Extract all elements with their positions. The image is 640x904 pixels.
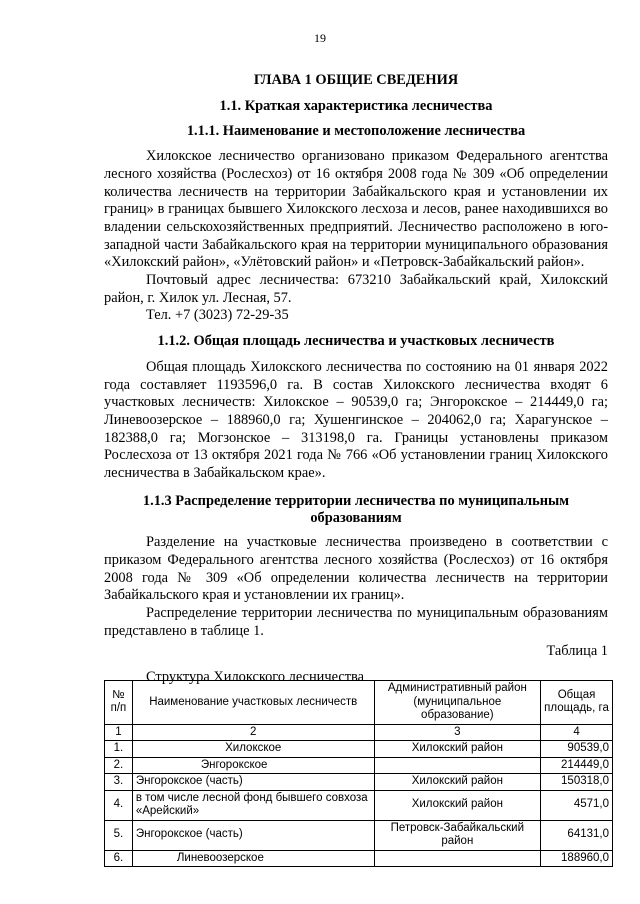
row-name: Хилокское	[132, 741, 374, 758]
table-row	[105, 820, 613, 850]
row-name: в том числе лесной фонд бывшего совхоза «Арейский»	[132, 790, 374, 820]
page-content	[104, 72, 608, 692]
row-area: 150318,0	[541, 774, 613, 791]
row-number: 6.	[105, 850, 133, 867]
table-row	[105, 774, 613, 791]
section-heading-1-1-3: 1.1.3 Распределение территории лесничества по муниципальным образованиям	[142, 492, 570, 527]
row-district	[374, 850, 540, 867]
paragraph-forestry-organization: Хилокское лесничество организовано приказом Федерального агентства лесного хозяйства (Рослесхоз) от 16 октября 2008 года № 309 «Об определении количества лесничеств на территории Забайкальского края и установлении их границ» в границах бывшего Хилокского лесхоза и лесов, ранее находившихся во владении сельскохозяйственных предприятий. Лесничество расположено в юго-западной части Забайкальского края на территории муниципального образования «Хилокский район», «Улётовский район» и «Петровск-Забайкальский район».	[104, 148, 608, 271]
table-row	[105, 741, 613, 758]
table-row	[105, 790, 613, 820]
row-number: 3.	[105, 774, 133, 791]
row-name: Энгорокское (часть)	[132, 774, 374, 791]
row-area: 90539,0	[541, 741, 613, 758]
row-number: 1.	[105, 741, 133, 758]
paragraph-division: Разделение на участковые лесничества произведено в соответствии с приказом Федерального агентства лесного хозяйства (Рослесхоз) от 16 октября 2008 года № 309 «Об определении количества лесничеств на территории Забайкальского края и установлении их границ».	[104, 534, 608, 604]
table-header-row	[105, 681, 613, 725]
col-number-2: 2	[132, 724, 374, 741]
row-district	[374, 757, 540, 774]
row-name: Энгорокское	[132, 757, 374, 774]
row-number: 4.	[105, 790, 133, 820]
row-area: 4571,0	[541, 790, 613, 820]
paragraph-postal-address: Почтовый адрес лесничества: 673210 Забайкальский край, Хилокский район, г. Хилок ул. Лесная, 57.	[104, 272, 608, 306]
row-number: 2.	[105, 757, 133, 774]
table-label: Таблица 1	[546, 643, 608, 660]
chapter-title: ГЛАВА 1 ОБЩИЕ СВЕДЕНИЯ	[253, 72, 459, 88]
row-district: Хилокский район	[374, 774, 540, 791]
col-number-4: 4	[541, 724, 613, 741]
section-heading-1-1-2: 1.1.2. Общая площадь лесничества и участковых лесничеств	[157, 333, 555, 350]
col-number-1: 1	[105, 724, 133, 741]
table-column-number-row	[105, 724, 613, 741]
table-row	[105, 757, 613, 774]
header-name: Наименование участковых лесничеств	[132, 681, 374, 725]
table-title: Структура Хилокского лесничества	[146, 669, 365, 686]
col-number-3: 3	[374, 724, 540, 741]
header-number: № п/п	[105, 681, 133, 725]
header-area: Общая площадь, га	[541, 681, 613, 725]
row-area: 64131,0	[541, 820, 613, 850]
paragraph-total-area: Общая площадь Хилокского лесничества по состоянию на 01 января 2022 года составляет 1193596,0 га. В состав Хилокского лесничества входят 6 участковых лесничеств: Хилокское – 90539,0 га; Энгорокское – 214449,0 га; Линевоозерское – 188960,0 га; Хушенгинское – 204062,0 га; Харагунское – 182388,0 га; Могзонское – 313198,0 га. Границы установлены приказом Рослесхоза от 13 октября 2021 года № 766 «Об установлении границ Хилокского лесничества в Забайкальском крае».	[104, 358, 608, 482]
section-heading-1-1-1: 1.1.1. Наименование и местоположение лесничества	[186, 123, 526, 140]
paragraph-phone: Тел. +7 (3023) 72-29-35	[146, 307, 289, 324]
row-number: 5.	[105, 820, 133, 850]
page-number: 19	[314, 31, 326, 45]
paragraph-distribution: Распределение территории лесничества по муниципальным образованиям представлено в таблице 1.	[104, 604, 608, 639]
row-district: Хилокский район	[374, 790, 540, 820]
section-heading-1-1: 1.1. Краткая характеристика лесничества	[219, 97, 493, 114]
row-name: Линевоозерское	[132, 850, 374, 867]
row-district: Петровск-Забайкальский район	[374, 820, 540, 850]
table-row	[105, 850, 613, 867]
row-name: Энгорокское (часть)	[132, 820, 374, 850]
row-area: 188960,0	[541, 850, 613, 867]
row-district: Хилокский район	[374, 741, 540, 758]
forestry-structure-table	[104, 680, 613, 867]
row-area: 214449,0	[541, 757, 613, 774]
header-district: Административный район (муниципальное образование)	[374, 681, 540, 725]
